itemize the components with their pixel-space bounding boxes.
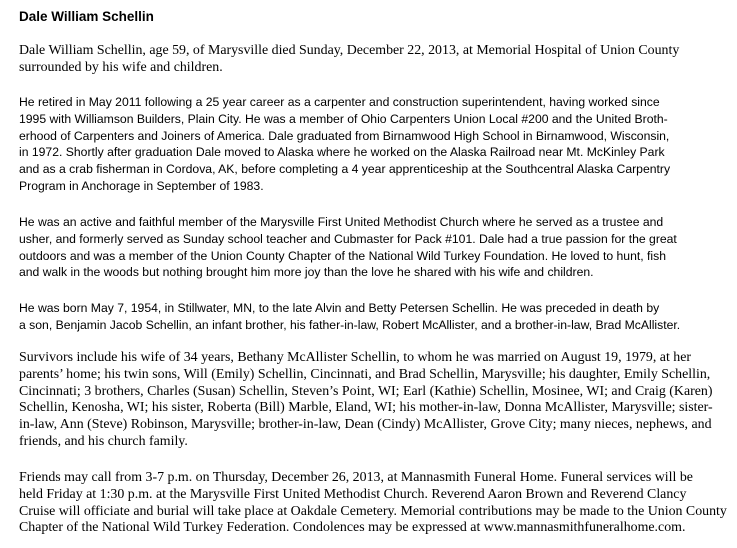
paragraph-birth-and-predeceased <box>19 300 680 334</box>
text-line: a son, Benjamin Jacob Schellin, an infant brother, his father-in-law, Robert McAllister, and a brother-in-law, Brad McAllister. <box>19 317 681 332</box>
text-line: outdoors and was a member of the Union County Chapter of the National Wild Turkey Foundation. He loved to hunt, fish <box>19 248 666 263</box>
text-line: Dale William Schellin, age 59, of Marysville died Sunday, December 22, 2013, at Memorial Hospital of Union County <box>19 43 680 58</box>
text-line: and walk in the woods but nothing brought him more joy than the love he shared with his wife and children. <box>19 265 594 280</box>
text-line: usher, and formerly served as Sunday school teacher and Cubmaster for Pack #101. Dale had a true passion for the great <box>19 231 677 246</box>
text-line: He retired in May 2011 following a 25 year career as a carpenter and construction superintendent, having worked since <box>19 95 660 109</box>
text-line: Schellin, Kenosha, WI; his sister, Roberta (Bill) Marble, Eland, WI; his mother-in-law, Donna McAllister, Marysville; sister- <box>19 400 713 416</box>
text-line: He was born May 7, 1954, in Stillwater, MN, to the late Alvin and Betty Petersen Schellin. He was preceded in death by <box>19 301 660 315</box>
text-line: held Friday at 1:30 p.m. at the Marysville First United Methodist Church. Reverend Aaron Brown and Reverend Clancy <box>19 486 687 502</box>
text-line: Cincinnati; 3 brothers, Charles (Susan) Schellin, Steven’s Point, WI; Earl (Kathie) Schellin, Mosinee, WI; and Craig (Karen) <box>19 383 713 399</box>
text-line: erhood of Carpenters and Joiners of America. Dale graduated from Birnamwood High School in Birnamwood, Wisconsin, <box>19 128 670 143</box>
text-line: and as a crab fisherman in Cordova, AK, before completing a 4 year apprenticeship at the Southcentral Alaska Carpentry <box>19 162 671 177</box>
text-line: friends, and his church family. <box>19 433 188 449</box>
paragraph-career <box>19 94 670 195</box>
text-line: surrounded by his wife and children. <box>19 59 223 75</box>
paragraph-death-notice <box>19 43 679 77</box>
text-line: Chapter of the National Wild Turkey Federation. Condolences may be expressed at www.mannasmithfuneralhome.com. <box>19 520 686 536</box>
text-line: parents’ home; his twin sons, Will (Emily) Schellin, Cincinnati, and Brad Schellin, Marysville; his daughter, Emily Schellin, <box>19 366 711 382</box>
text-line: Cruise will officiate and burial will take place at Oakdale Cemetery. Memorial contributions may be made to the Union County <box>19 503 727 519</box>
paragraph-services <box>19 470 727 537</box>
text-line: Survivors include his wife of 34 years, Bethany McAllister Schellin, to whom he was married on August 19, 1979, at her <box>19 350 692 365</box>
text-line: Program in Anchorage in September of 1983. <box>19 178 264 193</box>
text-line: He was an active and faithful member of the Marysville First United Methodist Church where he served as a trustee and <box>19 215 664 229</box>
text-line: in-law, Ann (Steve) Robinson, Marysville; brother-in-law, Dean (Cindy) McAllister, Grove City; many nieces, nephews, and <box>19 417 712 433</box>
obituary-title: Dale William Schellin <box>19 9 154 24</box>
text-line: in 1972. Shortly after graduation Dale moved to Alaska where he worked on the Alaska Railroad near Mt. McKinley Park <box>19 145 665 160</box>
paragraph-church-and-interests <box>19 214 677 281</box>
text-line: 1995 with Williamson Builders, Plain City. He was a member of Ohio Carpenters Union Local #200 and the United Broth- <box>19 111 668 126</box>
paragraph-survivors <box>19 350 713 451</box>
text-line: Friends may call from 3-7 p.m. on Thursday, December 26, 2013, at Mannasmith Funeral Home. Funeral services will be <box>19 470 693 485</box>
